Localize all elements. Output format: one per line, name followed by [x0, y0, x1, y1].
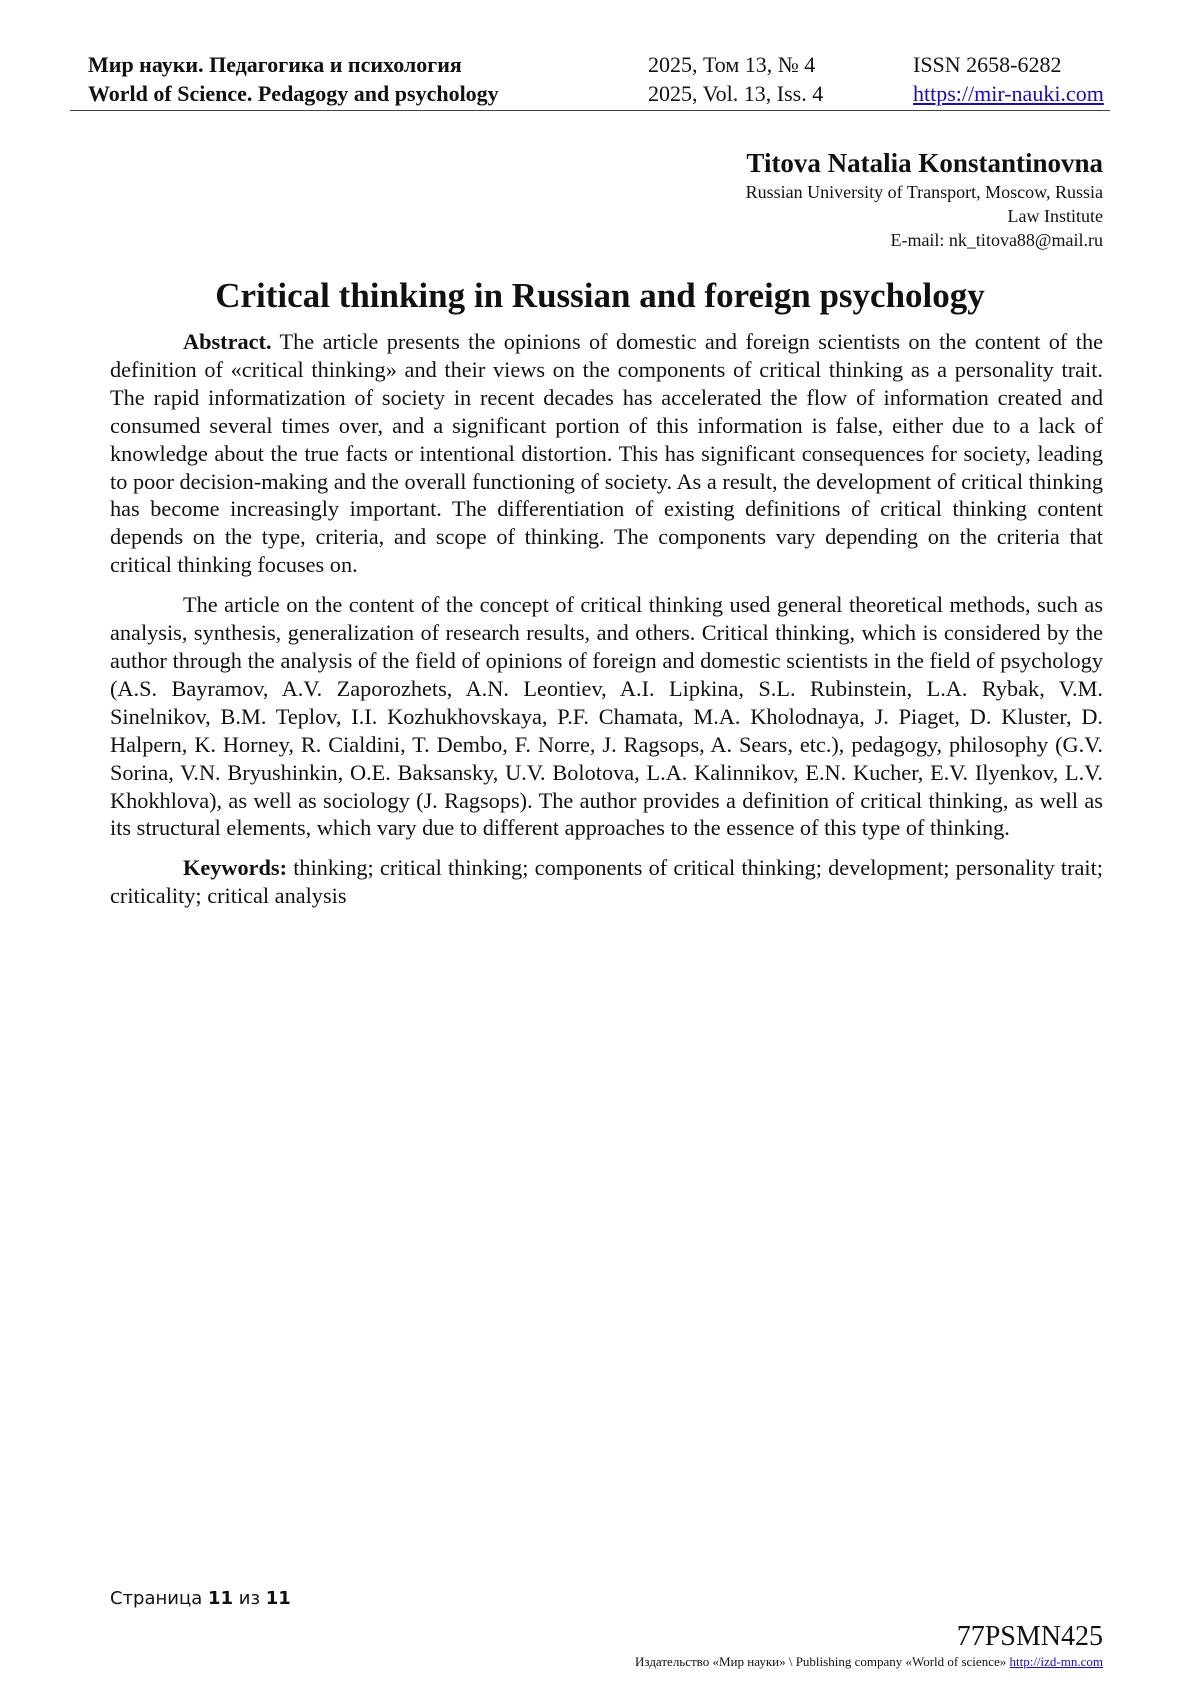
keywords-label: Keywords:	[183, 855, 288, 881]
page-middle: из	[233, 1588, 266, 1609]
author-email: E-mail: nk_titova88@mail.ru	[890, 230, 1103, 250]
author-affiliation: Russian University of Transport, Moscow, Russia	[745, 182, 1103, 202]
abstract-section	[110, 328, 1103, 922]
journal-title-ru: Мир науки. Педагогика и психология	[88, 52, 462, 77]
abstract-label: Abstract.	[183, 329, 272, 354]
article-title: Critical thinking in Russian and foreign psychology	[215, 276, 985, 315]
header-divider	[70, 110, 1110, 111]
author-block	[746, 146, 1103, 252]
keywords-text: thinking; critical thinking; components of critical thinking; development; personality trait; criticality; critical analysis	[110, 855, 1103, 909]
issue-en: 2025, Vol. 13, Iss. 4	[648, 81, 824, 106]
publisher-url-link[interactable]: http://izd-mn.com	[1009, 1654, 1103, 1669]
author-institute: Law Institute	[1007, 206, 1103, 226]
page-number	[110, 1588, 291, 1609]
publisher-line	[635, 1654, 1103, 1670]
header-row-ru	[88, 50, 1118, 79]
issue-ru: 2025, Том 13, № 4	[648, 52, 816, 77]
issn: ISSN 2658-6282	[913, 52, 1062, 77]
publisher-text: Издательство «Мир науки» \ Publishing company «World of science»	[635, 1654, 1010, 1669]
journal-title-en: World of Science. Pedagogy and psychology	[88, 81, 499, 106]
abstract-paragraph	[110, 328, 1103, 579]
journal-header	[88, 50, 1118, 108]
page-prefix: Страница	[110, 1588, 208, 1609]
page-current: 11	[207, 1588, 234, 1609]
article-code: 77PSMN425	[956, 1621, 1103, 1652]
abstract-text: The article presents the opinions of domestic and foreign scientists on the content of the definition of «critical thinking» and their views on the components of critical thinking as a personality trait. The rapid informatization of society in recent decades has accelerated the flow of information created and consumed several times over, and a significant portion of this information is false, either due to a lack of knowledge about the true facts or intentional distortion. This has significant consequences for society, leading to poor decision-making and the overall functioning of society. As a result, the development of critical thinking has become increasingly important. The differentiation of existing definitions of critical thinking content depends on the type, criteria, and scope of thinking. The components vary depending on the criteria that critical thinking focuses on.	[110, 329, 1103, 578]
abstract-paragraph-2: The article on the content of the concept of critical thinking used general theoretical methods, such as analysis, synthesis, generalization of research results, and others. Critical thinking, which is considered by the author through the analysis of the field of opinions of foreign and domestic scientists in the field of psychology (A.S. Bayramov, A.V. Zaporozhets, A.N. Leontiev, A.I. Lipkina, S.L. Rubinstein, L.A. Rybak, V.M. Sinelnikov, B.M. Teplov, I.I. Kozhukhovskaya, P.F. Chamata, M.A. Kholodnaya, J. Piaget, D. Kluster, D. Halpern, K. Horney, R. Cialdini, T. Dembo, F. Norre, J. Ragsops, A. Sears, etc.), pedagogy, philosophy (G.V. Sorina, V.N. Bryushinkin, O.E. Baksansky, U.V. Bolotova, L.A. Kalinnikov, E.N. Kucher, E.V. Ilyenkov, L.V. Khokhlova), as well as sociology (J. Ragsops). The author provides a definition of critical thinking, as well as its structural elements, which vary due to different approaches to the essence of this type of thinking.	[110, 592, 1103, 841]
keywords-paragraph	[110, 854, 1103, 910]
header-row-en	[88, 79, 1118, 108]
author-name: Titova Natalia Konstantinovna	[746, 148, 1103, 178]
journal-url-link[interactable]: https://mir-nauki.com	[913, 81, 1104, 106]
page-total: 11	[265, 1588, 291, 1609]
